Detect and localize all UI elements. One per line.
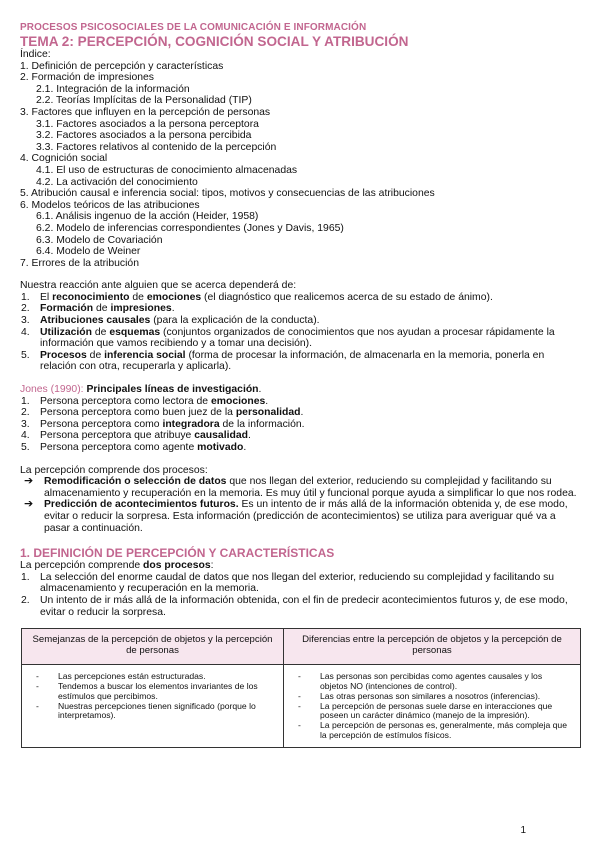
text-run: . [171, 303, 175, 315]
bold-text: Procesos [40, 349, 87, 361]
table-header-differences: Diferencias entre la percepción de objetos y la percepción de personas [284, 629, 581, 665]
arrow-item [20, 476, 582, 499]
bold-text: reconocimiento [52, 291, 130, 303]
bold-text: integradora [162, 418, 220, 430]
index-item: 1. Definición de percepción y características [20, 60, 224, 72]
comparison-table [21, 628, 581, 748]
text-run: . [247, 430, 251, 442]
course-title: PROCESOS PSICOSOCIALES DE LA COMUNICACIÓN E INFORMACIÓN [20, 22, 367, 33]
table-bullet-item [28, 682, 275, 702]
index-item: 6.3. Modelo de Covariación [36, 234, 163, 246]
text-run: (conjuntos organizados de conocimientos que nos ayudan a procesar rápidamente la información que vamos recibiendo y a tomar una decisión). [40, 326, 555, 350]
bold-text: Formación [40, 303, 94, 315]
list-number: 4. [21, 430, 30, 442]
index-item: 6. Modelos teóricos de las atribuciones [20, 199, 200, 211]
section-intro: La percepción comprende dos procesos: [20, 560, 214, 572]
bullet-text: La percepción de personas suele darse en interacciones que poseen un carácter dinámico (manejo de la impresión). [320, 700, 553, 721]
jones-list [20, 396, 582, 454]
index-item: 3.1. Factores asociados a la persona perceptora [36, 118, 259, 130]
list-item [20, 315, 582, 327]
list-item [20, 419, 582, 431]
table-bullet-item [290, 672, 572, 692]
arrow-item [20, 499, 582, 534]
list-number: 1. [21, 291, 30, 303]
list-number: 3. [21, 315, 30, 327]
index-item: 2. Formación de impresiones [20, 72, 154, 84]
index-item: 2.2. Teorías Implícitas de la Personalidad (TIP) [36, 95, 252, 107]
index-list [20, 61, 582, 270]
bullet-text: Las percepciones están estructuradas. [58, 671, 206, 682]
bullet-text: Las personas son percibidas como agentes causales y los objetos NO (intenciones de control). [320, 671, 543, 691]
text-run: . [243, 442, 247, 453]
text-run: de [93, 303, 111, 315]
text-run: . [300, 407, 304, 419]
bullet-text: La percepción de personas es, generalmente, más compleja que la percepción de estímulos físicos. [320, 720, 567, 740]
table-header-similarities: Semejanzas de la percepción de objetos y la percepción de personas [22, 629, 284, 665]
table-bullet-item [290, 702, 572, 722]
reaction-intro: Nuestra reacción ante alguien que se acerca dependerá de: [20, 280, 297, 292]
bold-text: Remodificación o selección de datos [44, 476, 227, 488]
index-item: 3. Factores que influyen en la percepción de personas [20, 106, 271, 118]
text-run: Persona perceptora como buen juez de la [40, 407, 236, 419]
list-item [20, 442, 582, 454]
list-number: 1. [21, 395, 30, 407]
list-number: 2. [21, 594, 30, 606]
index-item: 5. Atribución causal e inferencia social: tipos, motivos y consecuencias de las atribuciones [20, 188, 435, 200]
text-run: El [40, 291, 53, 303]
bold-text: motivado [197, 442, 244, 453]
index-item: 4.2. La activación del conocimiento [36, 176, 198, 188]
text-run: de [86, 349, 105, 361]
list-item [20, 303, 582, 315]
bold-text: impresiones [110, 303, 172, 315]
bold-text: esquemas [109, 326, 161, 338]
list-item [20, 572, 582, 595]
text-run: de [91, 326, 110, 338]
processes-intro: La percepción comprende dos procesos: [20, 464, 208, 476]
list-number: 4. [21, 326, 30, 338]
list-item [20, 407, 582, 419]
list-number: 1. [21, 571, 30, 583]
list-item [20, 396, 582, 408]
text-run: de [129, 291, 147, 303]
jones-author: Jones (1990): [20, 384, 84, 396]
section-list [20, 572, 582, 618]
table-bullet-item [28, 702, 275, 722]
index-label: Índice: [20, 49, 51, 60]
bold-text: causalidad [194, 430, 248, 442]
bold-text: emociones [210, 395, 266, 407]
bullet-text: Tendemos a buscar los elementos invariantes de los estímulos que percibimos. [58, 680, 258, 701]
list-item [20, 350, 582, 373]
bullet-dash: - [298, 690, 301, 701]
list-item [20, 292, 582, 304]
bullet-dash: - [36, 671, 39, 682]
text-run: que nos llegan del exterior, reduciendo su complejidad y facilitando su almacenamiento y recuperación en la memoria. Es muy útil y funcional porque ayuda a simplificar lo que nos rodea. [44, 476, 577, 499]
text-run: Persona perceptora como [40, 418, 163, 430]
text-run: (forma de procesar la información, de almacenarla en la memoria, ponerla en relación con otra, recuperarla y aplicarla). [40, 349, 545, 373]
text-run: Persona perceptora que atribuye [40, 430, 195, 442]
jones-heading: Jones (1990): Principales líneas de investigación. [20, 384, 262, 396]
bullet-dash: - [298, 671, 301, 682]
list-text: La selección del enorme caudal de datos que nos llegan del exterior, reduciendo su complejidad y facilitando su almacenamiento y recuperación en la memoria. [40, 571, 555, 595]
text-run: . [265, 395, 269, 407]
index-item: 6.2. Modelo de inferencias correspondientes (Jones y Davis, 1965) [36, 222, 344, 234]
list-number: 2. [21, 407, 30, 419]
text-run: (para la explicación de la conducta). [150, 315, 320, 327]
bold-text: emociones [146, 291, 202, 303]
bullet-text: Nuestras percepciones tienen significado (porque lo interpretamos). [58, 700, 256, 721]
index-item: 7. Errores de la atribución [20, 257, 139, 269]
table-cell-differences [284, 665, 581, 748]
topic-title: TEMA 2: PERCEPCIÓN, COGNICIÓN SOCIAL Y ATRIBUCIÓN [20, 34, 409, 49]
table-cell-similarities [22, 665, 284, 748]
bullet-dash: - [298, 720, 301, 731]
section-heading: 1. DEFINICIÓN DE PERCEPCIÓN Y CARACTERÍSTICAS [20, 546, 335, 561]
index-item: 3.3. Factores relativos al contenido de la percepción [36, 141, 277, 153]
jones-heading-text: Principales líneas de investigación [86, 384, 259, 396]
bold-text: Utilización [40, 326, 92, 338]
list-text: Un intento de ir más allá de la información obtenida, con el fin de predecir acontecimientos futuros y, de ese modo, evitar o reducir la sorpresa. [40, 594, 568, 618]
bullet-dash: - [298, 700, 301, 711]
process-list [20, 476, 582, 534]
bullet-text: Las otras personas son similares a nosotros (inferencias). [320, 690, 541, 701]
text-run: Persona perceptora como agente [40, 442, 198, 453]
arrow-icon: ➔ [24, 475, 34, 488]
bullet-dash: - [36, 680, 39, 691]
page-number: 1 [520, 825, 526, 836]
list-number: 5. [21, 442, 30, 453]
bold-text: personalidad [235, 407, 301, 419]
list-item [20, 595, 582, 618]
bold-text: Predicción de acontecimientos futuros. [44, 499, 239, 511]
index-item: 4. Cognición social [20, 153, 108, 165]
index-item: 6.1. Análisis ingenuo de la acción (Heider, 1958) [36, 211, 259, 223]
text-run: Persona perceptora como lectora de [40, 395, 211, 407]
list-number: 3. [21, 418, 30, 430]
arrow-icon: ➔ [24, 498, 34, 511]
bullet-dash: - [36, 700, 39, 711]
text-run: de la información. [219, 418, 305, 430]
bold-text: inferencia social [104, 349, 186, 361]
list-item [20, 327, 582, 350]
text-run: Es un intento de ir más allá de la información obtenida y, de ese modo, evitar o reducir la sorpresa. Esta información (predicción de acontecimientos) se utiliza para averiguar qué va a pasar a continuación. [44, 499, 568, 534]
index-item: 2.1. Integración de la información [36, 83, 190, 95]
text-run: (el diagnóstico que realicemos acerca de su estado de ánimo). [201, 291, 493, 303]
index-item: 6.4. Modelo de Weiner [36, 246, 141, 258]
index-item: 3.2. Factores asociados a la persona percibida [36, 130, 252, 142]
list-item [20, 430, 582, 442]
list-number: 5. [21, 349, 30, 361]
index-item: 4.1. El uso de estructuras de conocimiento almacenadas [36, 164, 298, 176]
table-bullet-item [290, 721, 572, 741]
list-number: 2. [21, 303, 30, 315]
reaction-list [20, 292, 582, 373]
bold-text: Atribuciones causales [40, 315, 151, 327]
